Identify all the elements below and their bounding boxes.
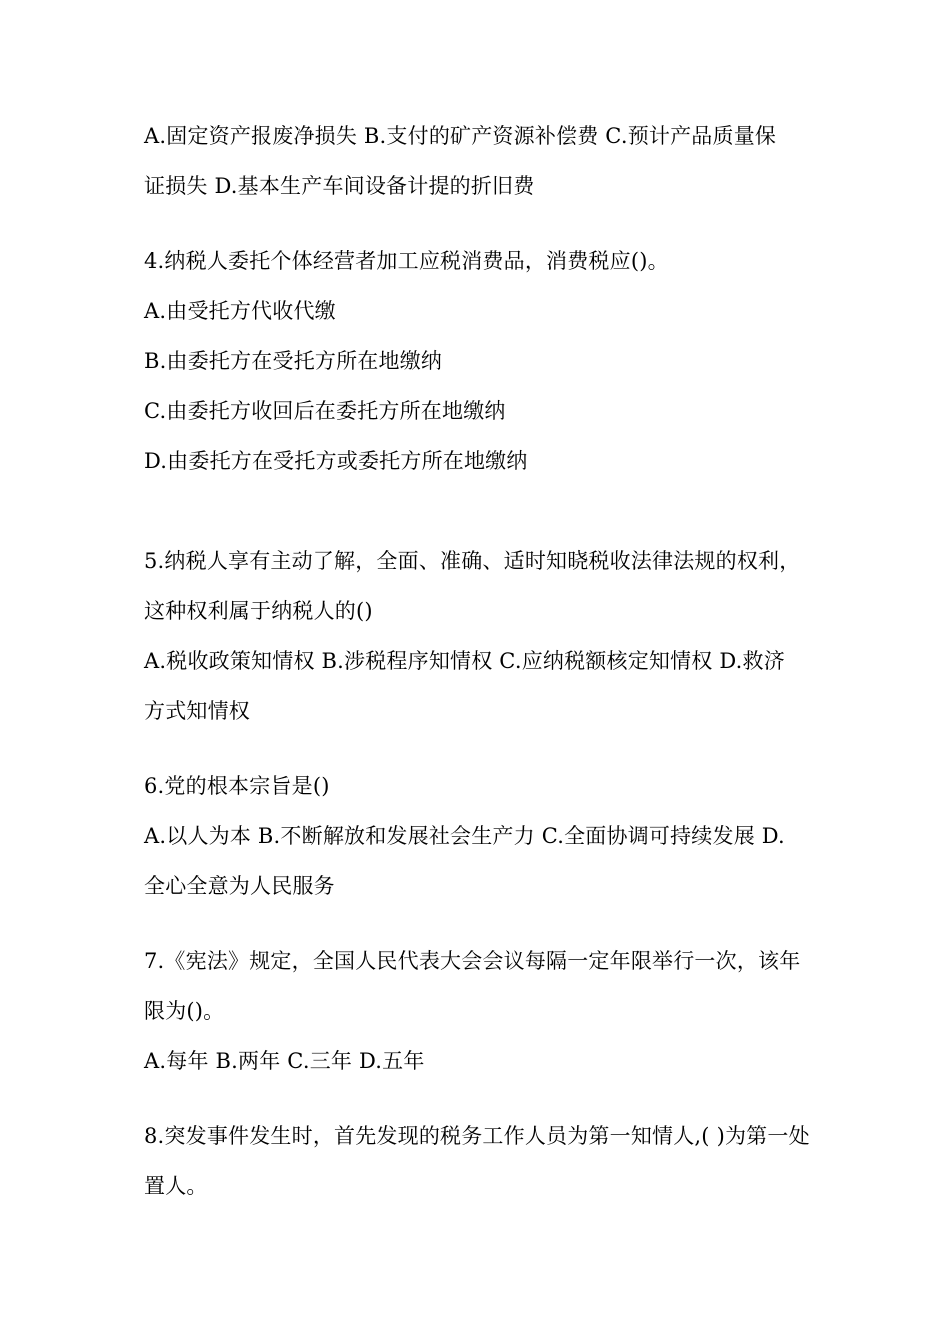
q5-options-line-1: A.税收政策知情权 B.涉税程序知情权 C.应纳税额核定知情权 D.救济 bbox=[144, 649, 785, 673]
q4-option-d: D.由委托方在受托方或委托方所在地缴纳 bbox=[144, 449, 528, 473]
q7-question-line-1: 7.《宪法》规定，全国人民代表大会会议每隔一定年限举行一次，该年 bbox=[144, 949, 801, 973]
q7-options: A.每年 B.两年 C.三年 D.五年 bbox=[144, 1049, 425, 1073]
q4-question: 4.纳税人委托个体经营者加工应税消费品，消费税应()。 bbox=[144, 249, 669, 273]
q7-question-line-2: 限为()。 bbox=[144, 999, 225, 1023]
q6-options-line-1: A.以人为本 B.不断解放和发展社会生产力 C.全面协调可持续发展 D. bbox=[144, 824, 785, 848]
q4-option-b: B.由委托方在受托方所在地缴纳 bbox=[144, 349, 443, 373]
q6-question: 6.党的根本宗旨是() bbox=[144, 774, 330, 798]
q5-question-line-1: 5.纳税人享有主动了解，全面、准确、适时知晓税收法律法规的权利， bbox=[144, 549, 801, 573]
q8-question-line-2: 置人。 bbox=[144, 1174, 208, 1198]
q8-question-line-1: 8.突发事件发生时，首先发现的税务工作人员为第一知情人,( )为第一处 bbox=[144, 1124, 810, 1148]
q3-options-line-1: A.固定资产报废净损失 B.支付的矿产资源补偿费 C.预计产品质量保 bbox=[144, 124, 777, 148]
q4-option-c: C.由委托方收回后在委托方所在地缴纳 bbox=[144, 399, 506, 423]
q5-question-line-2: 这种权利属于纳税人的() bbox=[144, 599, 373, 623]
q4-option-a: A.由受托方代收代缴 bbox=[144, 299, 336, 323]
q6-options-line-2: 全心全意为人民服务 bbox=[144, 874, 335, 898]
q3-options-line-2: 证损失 D.基本生产车间设备计提的折旧费 bbox=[144, 174, 535, 198]
q5-options-line-2: 方式知情权 bbox=[144, 699, 250, 723]
